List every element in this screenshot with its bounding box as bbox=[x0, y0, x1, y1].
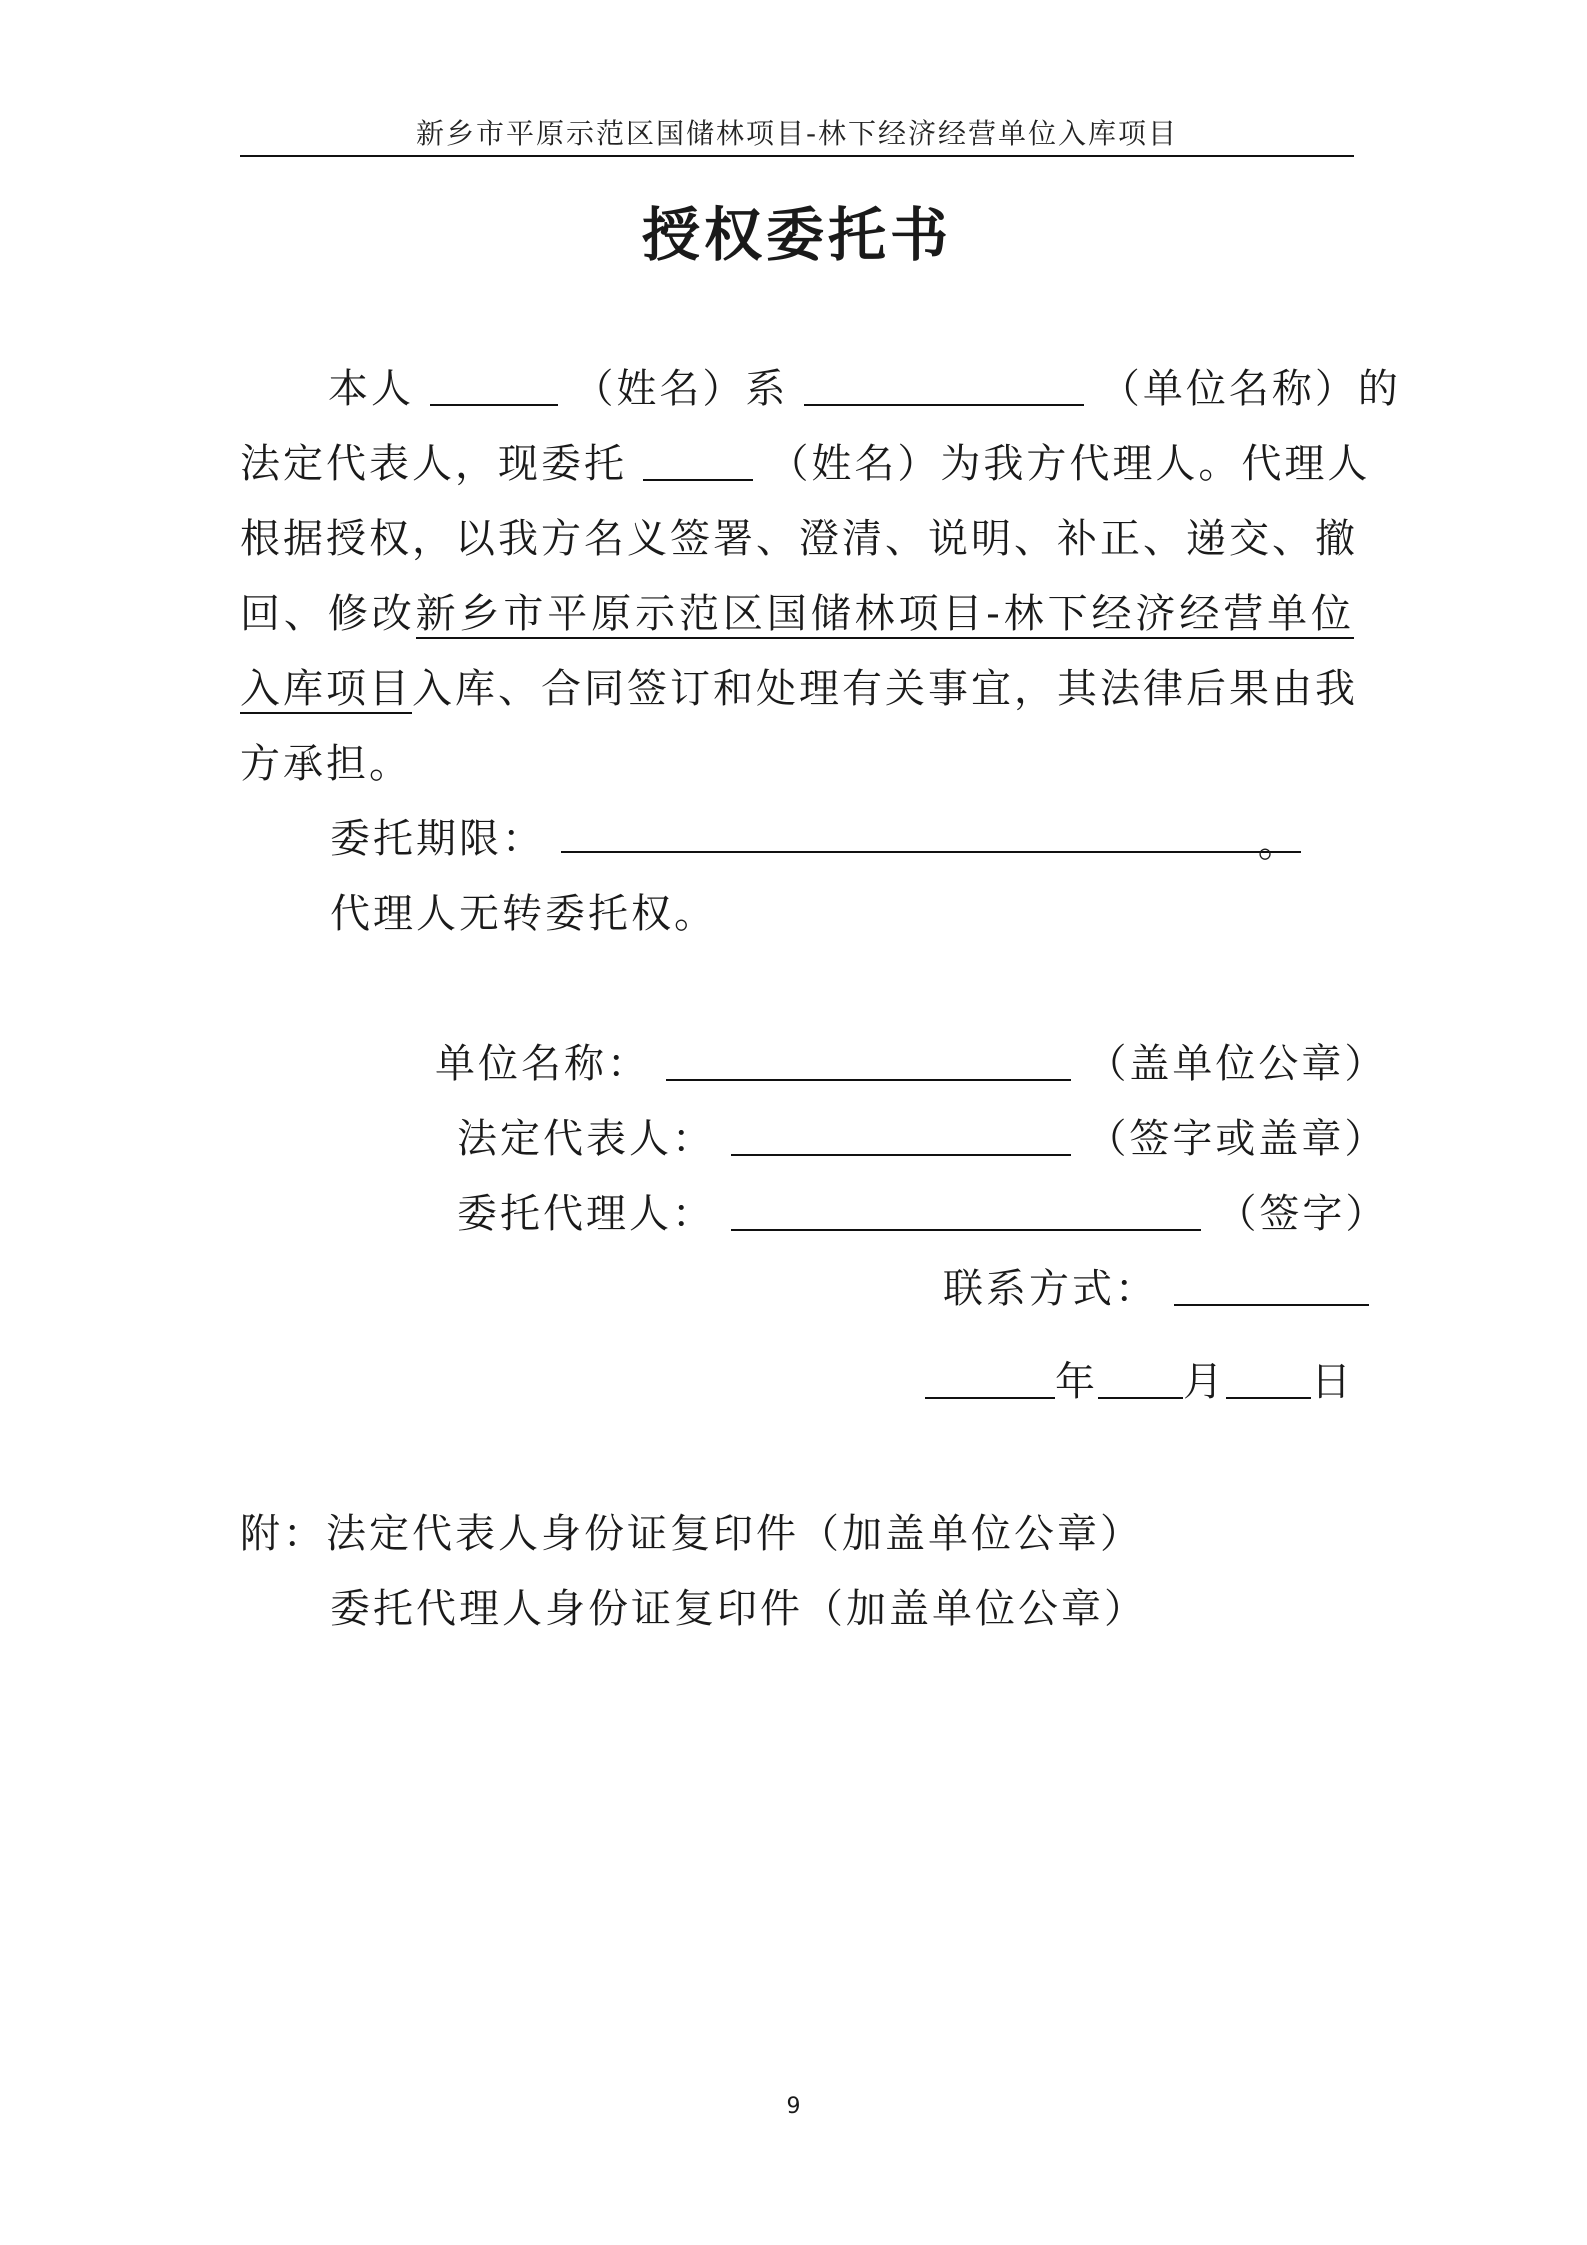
attachment-item-1: 法定代表人身份证复印件（加盖单位公章） bbox=[326, 1511, 1143, 1557]
date-row bbox=[925, 1350, 1354, 1407]
contact-label: 联系方式： bbox=[943, 1266, 1158, 1312]
agent-signature-blank[interactable] bbox=[731, 1191, 1201, 1231]
body-line-6: 方承担。 bbox=[240, 741, 412, 787]
day-label: 日 bbox=[1311, 1359, 1354, 1405]
month-blank[interactable] bbox=[1098, 1359, 1183, 1399]
agent-label: 委托代理人： bbox=[457, 1191, 715, 1237]
agent-note: （签字） bbox=[1216, 1191, 1389, 1237]
unit-seal-note: （盖单位公章） bbox=[1086, 1041, 1388, 1087]
body-line-4 bbox=[240, 582, 1354, 639]
attachment-label: 附： bbox=[240, 1511, 326, 1557]
attachment-item-2: 委托代理人身份证复印件（加盖单位公章） bbox=[330, 1586, 1147, 1632]
contact-blank[interactable] bbox=[1174, 1266, 1369, 1306]
no-transfer-statement: 代理人无转委托权。 bbox=[330, 891, 717, 937]
body-line-2 bbox=[240, 432, 1371, 489]
agent-name-hint: （姓名）为我方代理人。代理人 bbox=[768, 441, 1371, 487]
term-blank[interactable] bbox=[561, 811, 1301, 866]
term-end-mark: 。 bbox=[1257, 820, 1301, 866]
unit-signature-blank[interactable] bbox=[666, 1041, 1071, 1081]
principal-prefix: 本人 bbox=[328, 366, 414, 412]
principal-name-hint: （姓名）系 bbox=[573, 366, 789, 412]
project-name-part-2: 入库项目 bbox=[240, 666, 412, 712]
contact-row bbox=[943, 1257, 1369, 1314]
year-label: 年 bbox=[1055, 1359, 1098, 1405]
body-line-3: 根据授权，以我方名义签署、澄清、说明、补正、递交、撤 bbox=[240, 516, 1358, 562]
page-number: 9 bbox=[786, 2094, 801, 2119]
term-label: 委托期限： bbox=[330, 816, 545, 862]
signature-unit-row bbox=[435, 1032, 1387, 1089]
legal-rep-note: （签字或盖章） bbox=[1086, 1116, 1388, 1162]
legal-consequence-text: 入库、合同签订和处理有关事宜，其法律后果由我 bbox=[412, 666, 1358, 712]
agent-name-blank[interactable] bbox=[643, 441, 753, 481]
signature-agent-row bbox=[457, 1182, 1388, 1239]
project-name-part-1: 新乡市平原示范区国储林项目-林下经济经营单位 bbox=[415, 591, 1355, 637]
year-blank[interactable] bbox=[925, 1359, 1055, 1399]
unit-label: 单位名称： bbox=[435, 1041, 650, 1087]
legal-rep-label: 法定代表人： bbox=[457, 1116, 715, 1162]
unit-name-blank[interactable] bbox=[804, 366, 1084, 406]
running-header: 新乡市平原示范区国储林项目-林下经济经营单位入库项目 bbox=[415, 117, 1179, 150]
header-rule bbox=[240, 155, 1354, 157]
term-line bbox=[330, 807, 1301, 864]
body-line-1 bbox=[240, 357, 1401, 414]
unit-name-hint: （单位名称）的 bbox=[1099, 366, 1401, 412]
day-blank[interactable] bbox=[1226, 1359, 1311, 1399]
legal-rep-signature-blank[interactable] bbox=[731, 1116, 1071, 1156]
attachment-row-1 bbox=[240, 1502, 1143, 1559]
legal-rep-prefix: 法定代表人，现委托 bbox=[240, 441, 627, 487]
modify-prefix: 回、修改 bbox=[240, 591, 416, 637]
principal-name-blank[interactable] bbox=[430, 366, 558, 406]
month-label: 月 bbox=[1183, 1359, 1226, 1405]
document-title: 授权委托书 bbox=[641, 201, 952, 269]
body-line-5 bbox=[240, 657, 1358, 714]
signature-legal-rep-row bbox=[457, 1107, 1387, 1164]
